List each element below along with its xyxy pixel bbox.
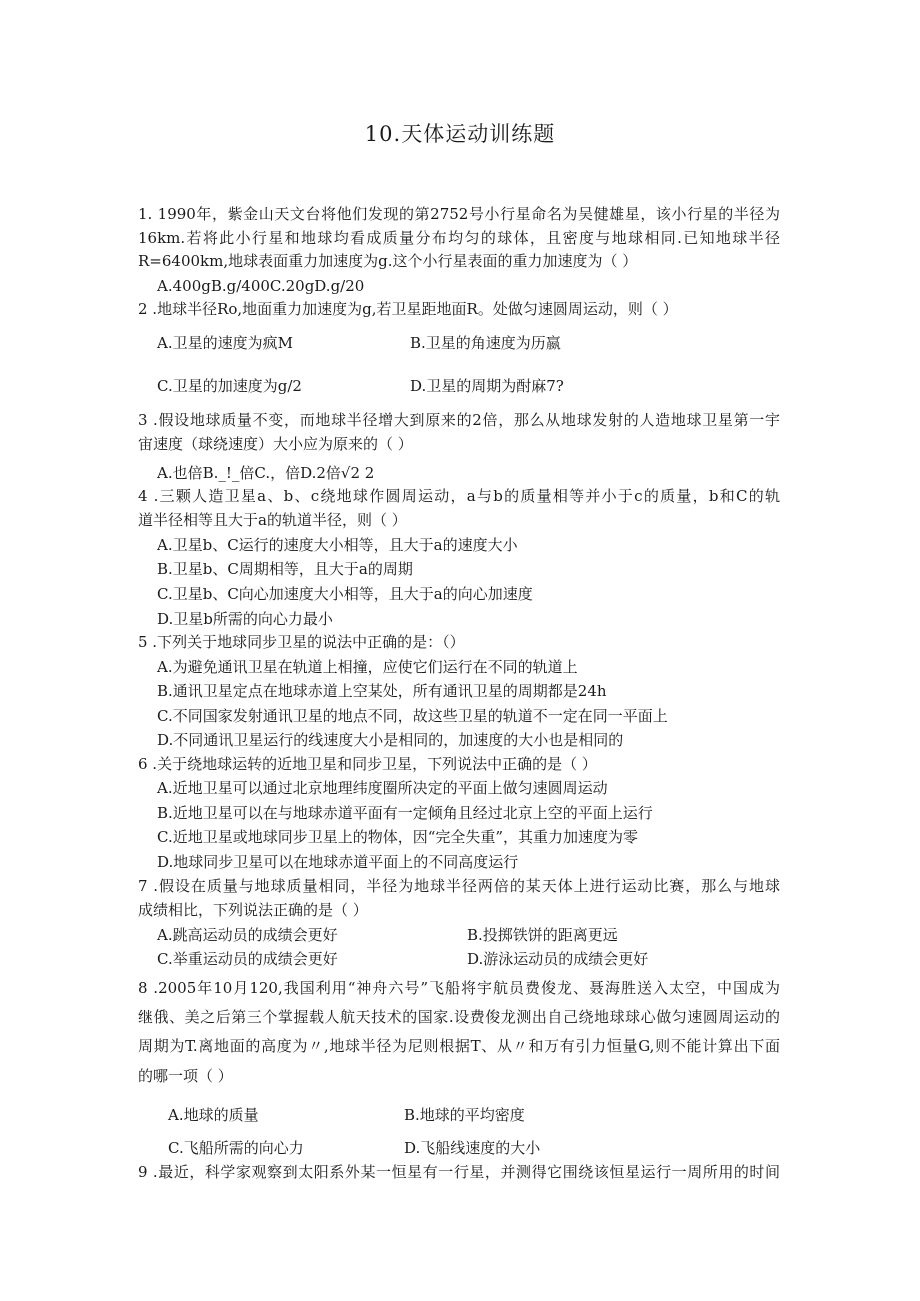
q5-option-b: B.通讯卫星定点在地球赤道上空某处，所有通讯卫星的周期都是24h (157, 682, 607, 700)
q4-option-a: A.卫星b、C运行的速度大小相等，且大于a的速度大小 (157, 536, 518, 554)
q1-line-2: 16km.若将此小行星和地球均看成质量分布均匀的球体，且密度与地球相同.已知地球半径 (138, 229, 780, 247)
q8-option-a: A.地球的质量 (168, 1106, 259, 1124)
q6-option-d: D.地球同步卫星可以在地球赤道平面上的不同高度运行 (157, 853, 519, 871)
q1-line-1: 1. 1990年，紫金山天文台将他们发现的第2752号小行星命名为吴健雄星，该小行星的半径为 (138, 205, 780, 223)
q8-option-c: C.飞船所需的向心力 (168, 1139, 304, 1157)
q4-option-b: B.卫星b、C周期相等，且大于a的周期 (157, 560, 413, 578)
q6-option-a: A.近地卫星可以通过北京地理纬度圈所决定的平面上做匀速圆周运动 (157, 779, 608, 797)
q3-line-1: 3 .假设地球质量不变，而地球半径增大到原来的2倍，那么从地球发射的人造地球卫星第一宇 (138, 411, 780, 429)
q2-option-c: C.卫星的加速度为g/2 (157, 377, 302, 395)
q8-line-2: 继俄、美之后第三个掌握载人航天技术的国家.设费俊龙测出自己绕地球球心做匀速圆周运动的 (138, 1008, 780, 1026)
q7-option-b: B.投掷铁饼的距离更远 (467, 926, 618, 944)
q3-options: A.也倍B._!_倍C.，倍D.2倍√2 2 (157, 464, 375, 482)
q5-option-a: A.为避免通讯卫星在轨道上相撞，应使它们运行在不同的轨道上 (157, 658, 578, 676)
q8-option-d: D.飞船线速度的大小 (404, 1139, 541, 1157)
q7-line-1: 7 .假设在质量与地球质量相同，半径为地球半径两倍的某天体上进行运动比赛，那么与地球 (138, 877, 780, 895)
q2-option-b: B.卫星的角速度为历嬴 (410, 334, 561, 352)
q4-line-1: 4 .三颗人造卫星a、b、c绕地球作圆周运动，a与b的质量相等并小于c的质量，b和C的轨 (138, 487, 780, 505)
q7-option-d: D.游泳运动员的成绩会更好 (467, 950, 649, 968)
document-title: 10.天体运动训练题 (364, 122, 556, 146)
q1-options: A.400gB.g/400C.20gD.g/20 (157, 277, 365, 295)
q8-line-1: 8 .2005年10月120,我国利用“神舟六号”飞船将宇航员费俊龙、聂海胜送入太空，中国成为 (138, 979, 780, 997)
q5-option-c: C.不同国家发射通讯卫星的地点不同，故这些卫星的轨道不一定在同一平面上 (157, 707, 668, 725)
q2-option-d: D.卫星的周期为酎麻7? (410, 377, 564, 395)
q1-line-3: R=6400km,地球表面重力加速度为g.这个小行星表面的重力加速度为（ ） (138, 252, 638, 270)
q8-option-b: B.地球的平均密度 (404, 1106, 525, 1124)
q9-line-1: 9 .最近，科学家观察到太阳系外某一恒星有一行星，并测得它围绕该恒星运行一周所用的时间 (138, 1163, 780, 1181)
q6-option-b: B.近地卫星可以在与地球赤道平面有一定倾角且经过北京上空的平面上运行 (157, 804, 653, 822)
q2-stem: 2 .地球半径Ro,地面重力加速度为g,若卫星距地面R。处做匀速圆周运动，则（ ） (138, 300, 678, 318)
q6-stem: 6 .关于绕地球运转的近地卫星和同步卫星，下列说法中正确的是（ ） (138, 755, 597, 773)
q6-option-c: C.近地卫星或地球同步卫星上的物体，因“完全失重”，其重力加速度为零 (157, 828, 639, 846)
q4-option-d: D.卫星b所需的向心力最小 (157, 610, 333, 628)
q8-line-3: 周期为T.离地面的高度为〃,地球半径为尼则根据T、从〃和万有引力恒量G,则不能计算出下面 (138, 1037, 780, 1055)
q7-option-a: A.跳高运动员的成绩会更好 (157, 926, 338, 944)
q5-stem: 5 .下列关于地球同步卫星的说法中正确的是：（） (138, 633, 465, 651)
q4-line-2: 道半径相等且大于a的轨道半径，则（ ） (138, 511, 407, 529)
q4-option-c: C.卫星b、C向心加速度大小相等，且大于a的向心加速度 (157, 585, 533, 603)
q7-option-c: C.举重运动员的成绩会更好 (157, 950, 338, 968)
q5-option-d: D.不同通讯卫星运行的线速度大小是相同的，加速度的大小也是相同的 (157, 731, 624, 749)
q2-option-a: A.卫星的速度为疯M (157, 334, 293, 352)
q8-line-4: 的哪一项（ ） (138, 1067, 233, 1085)
q7-line-2: 成绩相比，下列说法正确的是（ ） (138, 901, 368, 919)
q3-line-2: 宙速度（球绕速度）大小应为原来的（ ） (138, 435, 413, 453)
